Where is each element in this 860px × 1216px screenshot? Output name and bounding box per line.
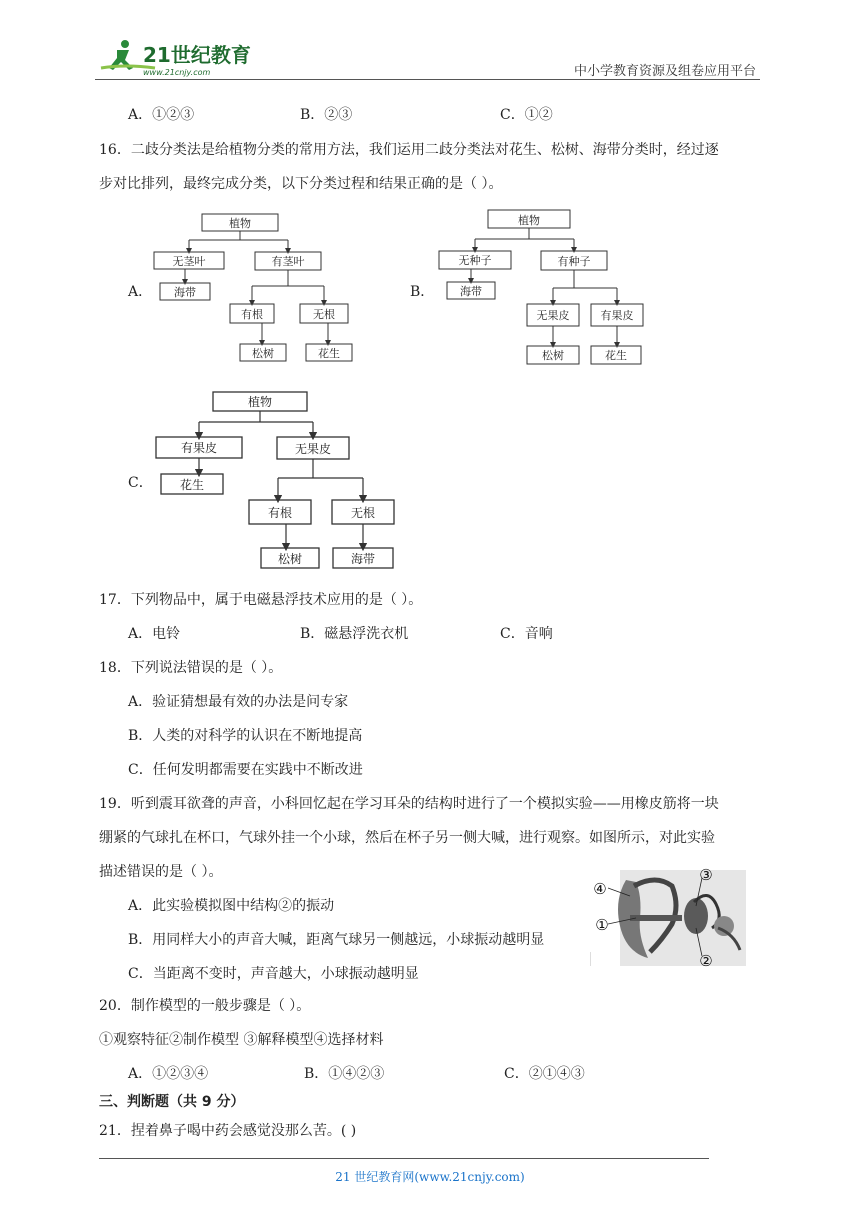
q16-diagram-a (150, 210, 365, 366)
diagram-b-r1: 有种子 (557, 255, 591, 268)
diagram-b-r2b: 有果皮 (600, 309, 634, 322)
diagram-c-leaf-b: 海带 (350, 552, 376, 566)
diagram-b-r2a: 无果皮 (536, 309, 570, 322)
footer-link[interactable]: 21 世纪教育网(www.21cnjy.com) (335, 1170, 525, 1184)
logo-url: www.21cnjy.com (143, 68, 211, 77)
diagram-c-l1-leaf: 花生 (179, 478, 205, 492)
q16-stem-line2: 步对比排列，最终完成分类，以下分类过程和结果正确的是（ ）。 (99, 176, 503, 192)
q19-option-a: A．此实验模拟图中结构②的振动 (128, 898, 335, 914)
site-logo (95, 38, 260, 78)
diagram-a-root: 植物 (229, 217, 251, 230)
q16-diagram-b (433, 206, 648, 368)
diagram-a-r1: 有茎叶 (271, 255, 305, 268)
diagram-c-root: 植物 (247, 395, 273, 409)
diagram-a-r2b: 无根 (313, 308, 335, 321)
diagram-b-root: 植物 (518, 214, 540, 227)
q15-option-b: B．②③ (300, 107, 353, 123)
diagram-a-leaf-a: 松树 (252, 347, 274, 360)
q20-option-a: A．①②③④ (128, 1066, 209, 1082)
header-divider (95, 79, 760, 80)
diagram-a-r2a: 有根 (241, 308, 263, 321)
q15-option-a: A．①②③ (128, 107, 195, 123)
q21-stem: 21．捏着鼻子喝中药会感觉没那么苦。( ) (99, 1123, 357, 1139)
q17-stem: 17．下列物品中，属于电磁悬浮技术应用的是（ ）。 (99, 592, 423, 608)
ear-structure-image (590, 866, 750, 970)
q18-option-b: B．人类的对科学的认识在不断地提高 (128, 728, 363, 744)
q18-option-a: A．验证猜想最有效的办法是问专家 (128, 694, 349, 710)
ear-label-3: ③ (699, 866, 713, 884)
diagram-c-r2a: 有根 (267, 506, 293, 520)
q16-label-b: B． (410, 284, 435, 300)
diagram-c-l1: 有果皮 (180, 441, 218, 455)
q17-option-b: B．磁悬浮洗衣机 (300, 626, 409, 642)
q19-option-b: B．用同样大小的声音大喊，距离气球另一侧越远，小球振动越明显 (128, 932, 545, 948)
footer-divider (99, 1158, 709, 1159)
platform-name: 中小学教育资源及组卷应用平台 (573, 64, 756, 79)
diagram-a-l1: 无茎叶 (172, 255, 206, 268)
q17-option-a: A．电铃 (128, 626, 181, 642)
q19-option-c: C．当距离不变时，声音越大，小球振动越明显 (128, 966, 419, 982)
q20-option-c: C．②①④③ (504, 1066, 585, 1082)
q15-option-c: C．①② (500, 107, 553, 123)
q16-stem-line1: 16．二歧分类法是给植物分类的常用方法，我们运用二歧分类法对花生、松树、海带分类时，经过逐 (99, 142, 719, 158)
q20-option-b: B．①④②③ (304, 1066, 385, 1082)
q19-stem-line2: 绷紧的气球扎在杯口，气球外挂一个小球，然后在杯子另一侧大喊，进行观察。如图所示，对此实验 (99, 830, 715, 846)
diagram-c-leaf-a: 松树 (277, 552, 303, 566)
diagram-b-leaf-a: 松树 (542, 349, 564, 362)
diagram-b-l1: 无种子 (458, 254, 492, 267)
ear-label-4: ④ (593, 880, 607, 898)
q20-steps: ①观察特征②制作模型 ③解释模型④选择材料 (99, 1032, 384, 1048)
diagram-a-leaf-b: 花生 (318, 347, 340, 360)
q17-option-c: C．音响 (500, 626, 553, 642)
q18-option-c: C．任何发明都需要在实践中不断改进 (128, 762, 363, 778)
q16-label-c: C． (128, 475, 153, 491)
diagram-b-l1-leaf: 海带 (460, 285, 482, 298)
q18-stem: 18．下列说法错误的是（ ）。 (99, 660, 283, 676)
ear-label-1: ① (595, 916, 609, 934)
q20-stem: 20．制作模型的一般步骤是（ ）。 (99, 998, 311, 1014)
q16-diagram-c (153, 390, 403, 572)
diagram-b-leaf-b: 花生 (605, 349, 627, 362)
diagram-a-l1-leaf: 海带 (174, 286, 196, 299)
section-3-title: 三、判断题（共 9 分） (99, 1094, 245, 1110)
diagram-c-r1: 无果皮 (294, 442, 332, 456)
q16-label-a: A． (128, 284, 153, 300)
q19-stem-line3: 描述错误的是（ ）。 (99, 864, 223, 880)
logo-text: 21世纪教育 (143, 43, 251, 67)
diagram-c-r2b: 无根 (350, 506, 376, 520)
q19-stem-line1: 19．听到震耳欲聋的声音，小科回忆起在学习耳朵的结构时进行了一个模拟实验——用橡皮筋将一块 (99, 796, 719, 812)
ear-label-2: ② (699, 952, 713, 970)
